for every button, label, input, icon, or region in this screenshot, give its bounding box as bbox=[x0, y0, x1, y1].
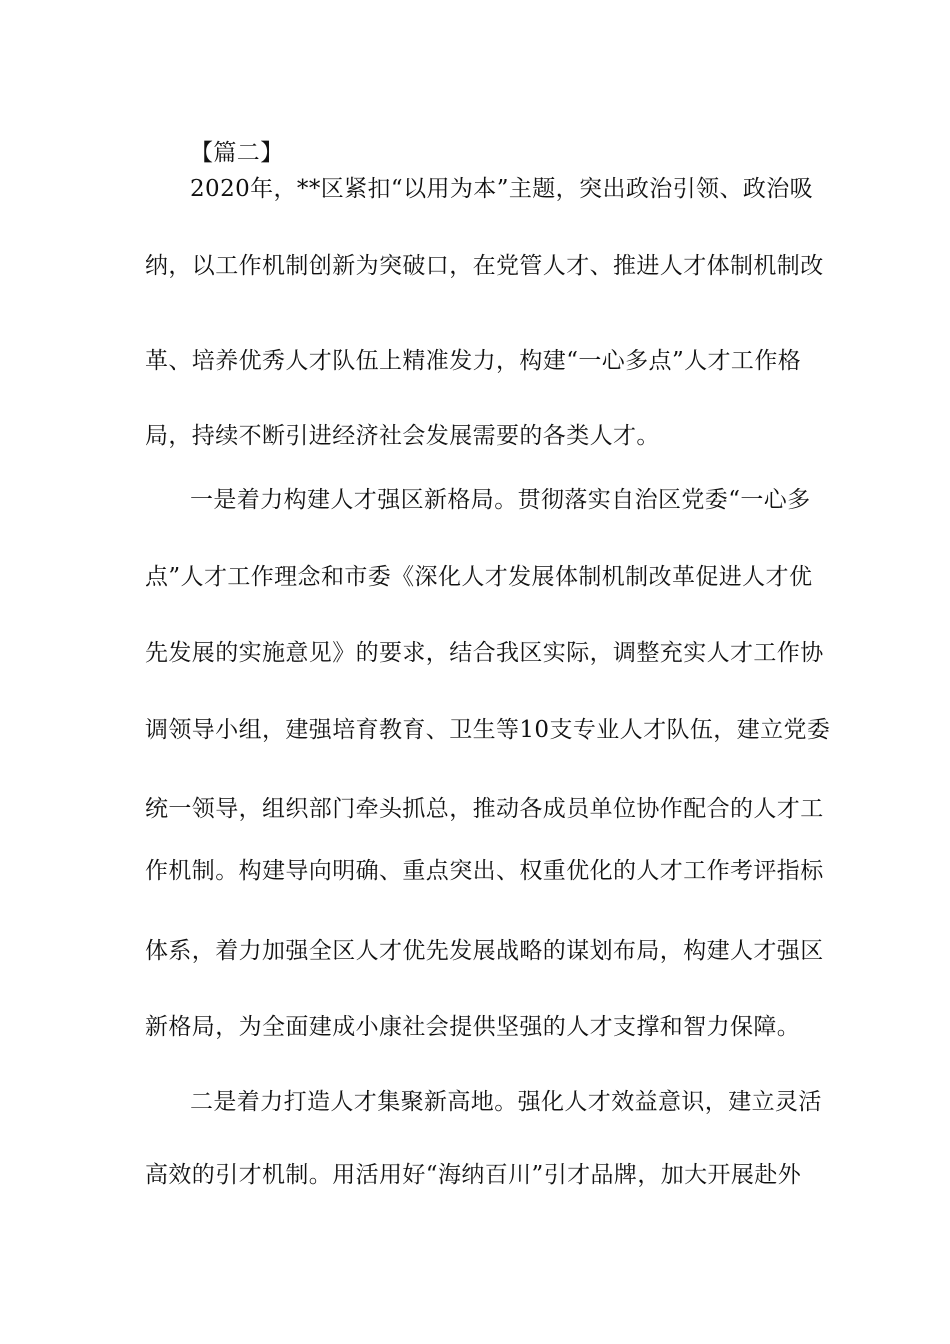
paragraph-1-line-3: 革、培养优秀人才队伍上精准发力，构建“一心多点”人才工作格 bbox=[145, 348, 802, 374]
paragraph-2-line-5: 统一领导，组织部门牵头抓总，推动各成员单位协作配合的人才工 bbox=[145, 796, 824, 822]
section-heading: 【篇二】 bbox=[190, 140, 284, 166]
paragraph-1-line-4: 局，持续不断引进经济社会发展需要的各类人才。 bbox=[145, 423, 660, 449]
paragraph-2-line-7: 体系，着力加强全区人才优先发展战略的谋划布局，构建人才强区 bbox=[145, 938, 824, 964]
paragraph-2-line-1: 一是着力构建人才强区新格局。贯彻落实自治区党委“一心多 bbox=[190, 487, 811, 513]
paragraph-3-line-1: 二是着力打造人才集聚新高地。强化人才效益意识，建立灵活 bbox=[190, 1089, 822, 1115]
paragraph-3-line-2: 高效的引才机制。用活用好“海纳百川”引才品牌，加大开展赴外 bbox=[145, 1162, 802, 1188]
paragraph-2-line-6: 作机制。构建导向明确、重点突出、权重优化的人才工作考评指标 bbox=[145, 858, 824, 884]
paragraph-1-line-1: 2020年，**区紧扣“以用为本”主题，突出政治引领、政治吸 bbox=[190, 176, 814, 202]
paragraph-2-line-3: 先发展的实施意见》的要求，结合我区实际，调整充实人才工作协 bbox=[145, 640, 824, 666]
paragraph-2-line-2: 点”人才工作理念和市委《深化人才发展体制机制改革促进人才优 bbox=[145, 564, 813, 590]
paragraph-2-line-8: 新格局，为全面建成小康社会提供坚强的人才支撑和智力保障。 bbox=[145, 1014, 801, 1040]
paragraph-1-line-2: 纳，以工作机制创新为突破口，在党管人才、推进人才体制机制改 bbox=[145, 253, 824, 279]
paragraph-2-line-4: 调领导小组，建强培育教育、卫生等10支专业人才队伍，建立党委 bbox=[145, 717, 831, 743]
